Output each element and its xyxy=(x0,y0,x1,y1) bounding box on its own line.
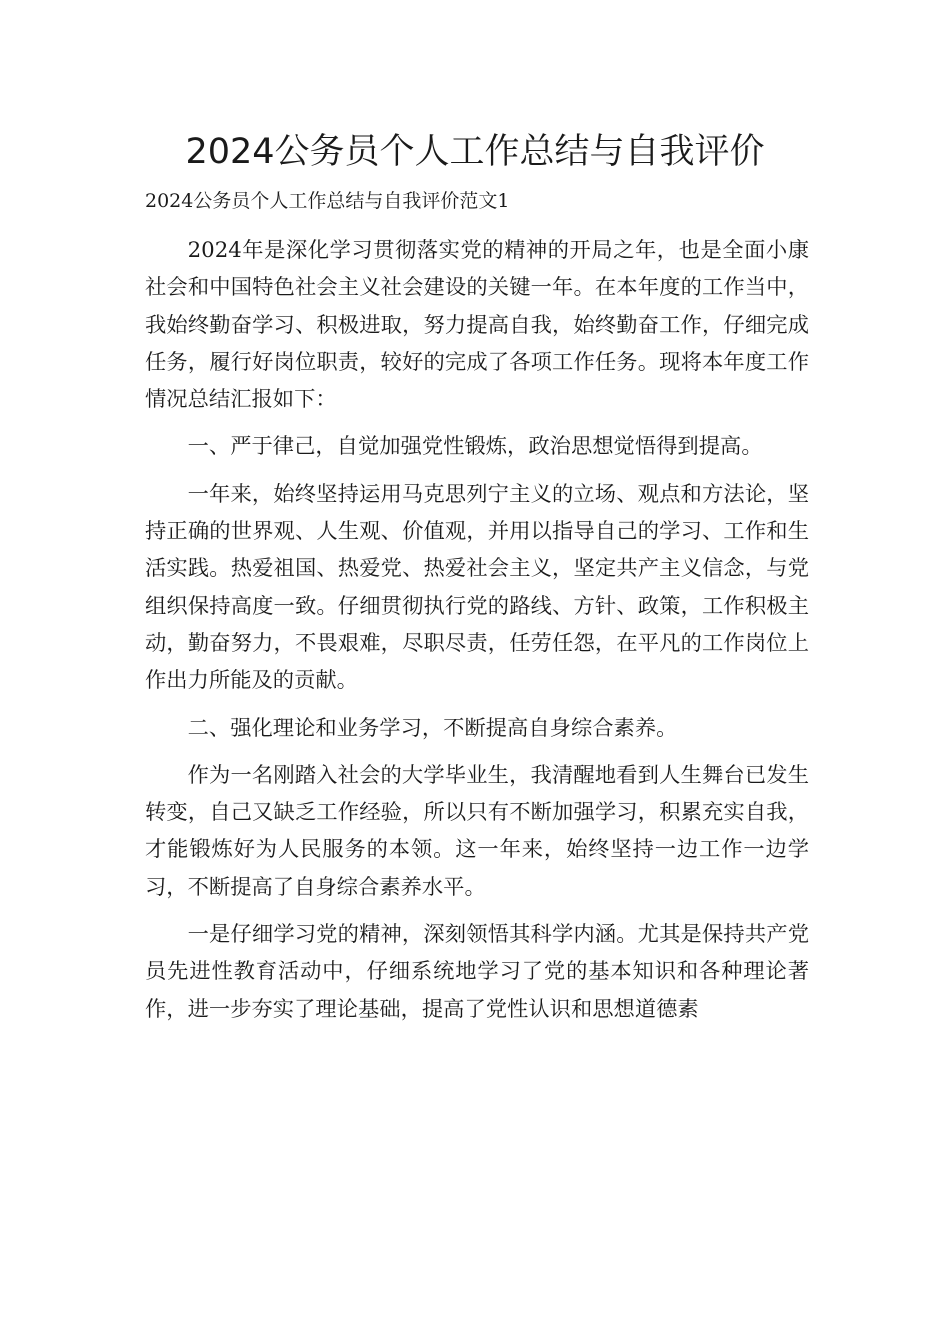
document-body xyxy=(145,232,809,1038)
paragraph-intro: 2024年是深化学习贯彻落实党的精神的开局之年，也是全面小康社会和中国特色社会主义社会建设的关键一年。在本年度的工作当中，我始终勤奋学习、积极进取，努力提高自我，始终勤奋工作，仔细完成任务，履行好岗位职责，较好的完成了各项工作任务。现将本年度工作情况总结汇报如下： xyxy=(145,238,809,413)
section-heading-2: 二、强化理论和业务学习，不断提高自身综合素养。 xyxy=(187,715,678,741)
paragraph-section-1: 一年来，始终坚持运用马克思列宁主义的立场、观点和方法论，坚持正确的世界观、人生观、价值观，并用以指导自己的学习、工作和生活实践。热爱祖国、热爱党、热爱社会主义，坚定共产主义信念，与党组织保持高度一致。仔细贯彻执行党的路线、方针、政策，工作积极主动，勤奋努力，不畏艰难，尽职尽责，任劳任怨，在平凡的工作岗位上作出力所能及的贡献。 xyxy=(145,481,809,694)
paragraph-section-2-point-1: 一是仔细学习党的精神，深刻领悟其科学内涵。尤其是保持共产党员先进性教育活动中，仔细系统地学习了党的基本知识和各种理论著作，进一步夯实了理论基础，提高了党性认识和思想道德素 xyxy=(145,922,809,1022)
section-heading-1: 一、严于律己，自觉加强党性锻炼，政治思想觉悟得到提高。 xyxy=(187,434,763,460)
paragraph-section-2: 作为一名刚踏入社会的大学毕业生，我清醒地看到人生舞台已发生转变，自己又缺乏工作经验，所以只有不断加强学习，积累充实自我，才能锻炼好为人民服务的本领。这一年来，始终坚持一边工作一边学习，不断提高了自身综合素养水平。 xyxy=(145,762,809,900)
document-subtitle: 2024公务员个人工作总结与自我评价范文1 xyxy=(145,190,510,212)
document-title: 2024公务员个人工作总结与自我评价 xyxy=(185,132,765,172)
